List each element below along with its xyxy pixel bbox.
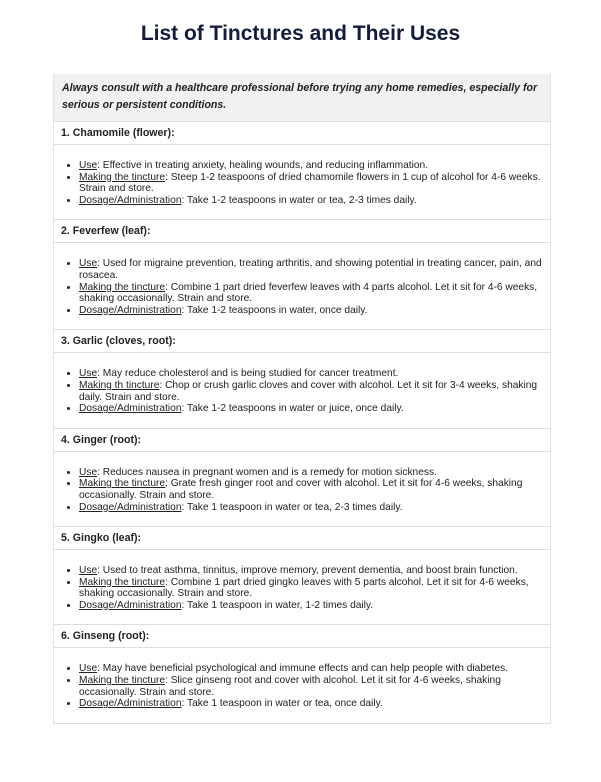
list-item — [79, 663, 542, 675]
item-label: Dosage/Administration — [79, 304, 182, 316]
item-label: Making the tincture — [79, 675, 166, 687]
item-text: : Take 1-2 teaspoons in water or juice, once daily. — [181, 403, 404, 415]
list-item — [79, 380, 542, 403]
tincture-section — [54, 429, 550, 527]
list-item — [79, 502, 542, 514]
list-item — [79, 675, 542, 698]
tincture-section — [54, 122, 550, 220]
item-text: : Used for migraine prevention, treating arthritis, and showing potential in treating cancer, pain, and rosacea. — [79, 258, 542, 281]
section-body — [54, 243, 550, 330]
item-text: : May have beneficial psychological and immune effects and can help people with diabetes. — [97, 663, 509, 675]
list-item — [79, 600, 542, 612]
list-item — [79, 698, 542, 710]
details-list — [62, 160, 542, 206]
item-text: : Take 1 teaspoon in water or tea, 2-3 times daily. — [181, 501, 403, 513]
item-label: Dosage/Administration — [79, 403, 182, 415]
list-item — [79, 467, 542, 479]
list-item — [79, 577, 542, 600]
section-body — [54, 353, 550, 428]
page-title: List of Tinctures and Their Uses — [140, 22, 461, 45]
list-item — [79, 258, 542, 281]
section-body — [54, 452, 550, 527]
item-label: Use — [79, 368, 98, 380]
details-list — [62, 565, 542, 611]
item-label: Use — [79, 663, 98, 675]
item-text: : Combine 1 part dried gingko leaves with 5 parts alcohol. Let it sit for 4-6 weeks, shaking occasionally. Strain and store. — [79, 576, 529, 600]
item-text: : Chop or crush garlic cloves and cover with alcohol. Let it sit for 3-4 weeks, shaking daily. Strain and store. — [79, 379, 538, 403]
item-label: Making the tincture — [79, 281, 166, 293]
section-body — [54, 550, 550, 625]
item-text: : Take 1-2 teaspoons in water, once daily. — [181, 304, 368, 316]
item-label: Use — [79, 466, 98, 478]
item-text: : Take 1 teaspoon in water or tea, once daily. — [181, 698, 383, 710]
item-text: : Effective in treating anxiety, healing wounds, and reducing inflammation. — [97, 160, 429, 171]
item-text: : Grate fresh ginger root and cover with alcohol. Let it sit for 4-6 weeks, shaking occasionally. Strain and store. — [79, 478, 523, 501]
item-label: Dosage/Administration — [79, 698, 182, 710]
section-heading: 1. Chamomile (flower): — [54, 122, 550, 145]
item-label: Dosage/Administration — [79, 501, 182, 513]
item-text: : Take 1-2 teaspoons in water or tea, 2-3 times daily. — [181, 194, 417, 206]
list-item — [79, 195, 542, 207]
item-text: : Used to treat asthma, tinnitus, improve memory, prevent dementia, and boost brain function. — [97, 565, 518, 577]
tincture-section — [54, 330, 550, 428]
item-label: Dosage/Administration — [79, 194, 182, 206]
tincture-section — [54, 220, 550, 330]
item-label: Use — [79, 160, 98, 171]
section-heading: 2. Feverfew (leaf): — [54, 220, 550, 243]
list-item — [79, 172, 542, 195]
item-label: Making th tincture — [79, 379, 160, 391]
list-item — [79, 565, 542, 577]
details-list — [62, 467, 542, 513]
list-item — [79, 305, 542, 317]
list-item — [79, 368, 542, 380]
item-label: Making the tincture — [79, 478, 166, 490]
item-text: : Reduces nausea in pregnant women and is a remedy for motion sickness. — [97, 466, 437, 478]
section-heading: 4. Ginger (root): — [54, 429, 550, 452]
details-list — [62, 258, 542, 316]
item-label: Dosage/Administration — [79, 599, 182, 611]
details-list — [62, 368, 542, 414]
item-text: : May reduce cholesterol and is being studied for cancer treatment. — [97, 368, 399, 380]
item-text: : Steep 1-2 teaspoons of dried chamomile flowers in 1 cup of alcohol for 4-6 weeks. Strain and store. — [79, 171, 541, 195]
tincture-section — [54, 625, 550, 723]
disclaimer-note: Always consult with a healthcare professional before trying any home remedies, especially for serious or persistent conditions. — [54, 74, 550, 122]
section-heading: 3. Garlic (cloves, root): — [54, 330, 550, 353]
item-label: Use — [79, 258, 98, 270]
item-text: : Combine 1 part dried feverfew leaves with 4 parts alcohol. Let it sit for 4-6 weeks, shaking occasionally. Strain and store. — [79, 281, 538, 305]
sections-container — [54, 122, 550, 724]
list-item — [79, 403, 542, 415]
list-item — [79, 282, 542, 305]
item-label: Making the tincture — [79, 171, 166, 183]
item-text: : Take 1 teaspoon in water, 1-2 times daily. — [181, 599, 374, 611]
details-list — [62, 663, 542, 709]
section-heading: 5. Gingko (leaf): — [54, 527, 550, 550]
tincture-section — [54, 527, 550, 625]
section-body — [54, 145, 550, 220]
item-text: : Slice ginseng root and cover with alcohol. Let it sit for 4-6 weeks, shaking occasionally. Strain and store. — [79, 675, 501, 698]
item-label: Making the tincture — [79, 576, 166, 588]
section-body — [54, 648, 550, 723]
item-label: Use — [79, 565, 98, 577]
tinctures-table — [53, 74, 551, 724]
list-item — [79, 478, 542, 501]
list-item — [79, 160, 542, 172]
section-heading: 6. Ginseng (root): — [54, 625, 550, 648]
